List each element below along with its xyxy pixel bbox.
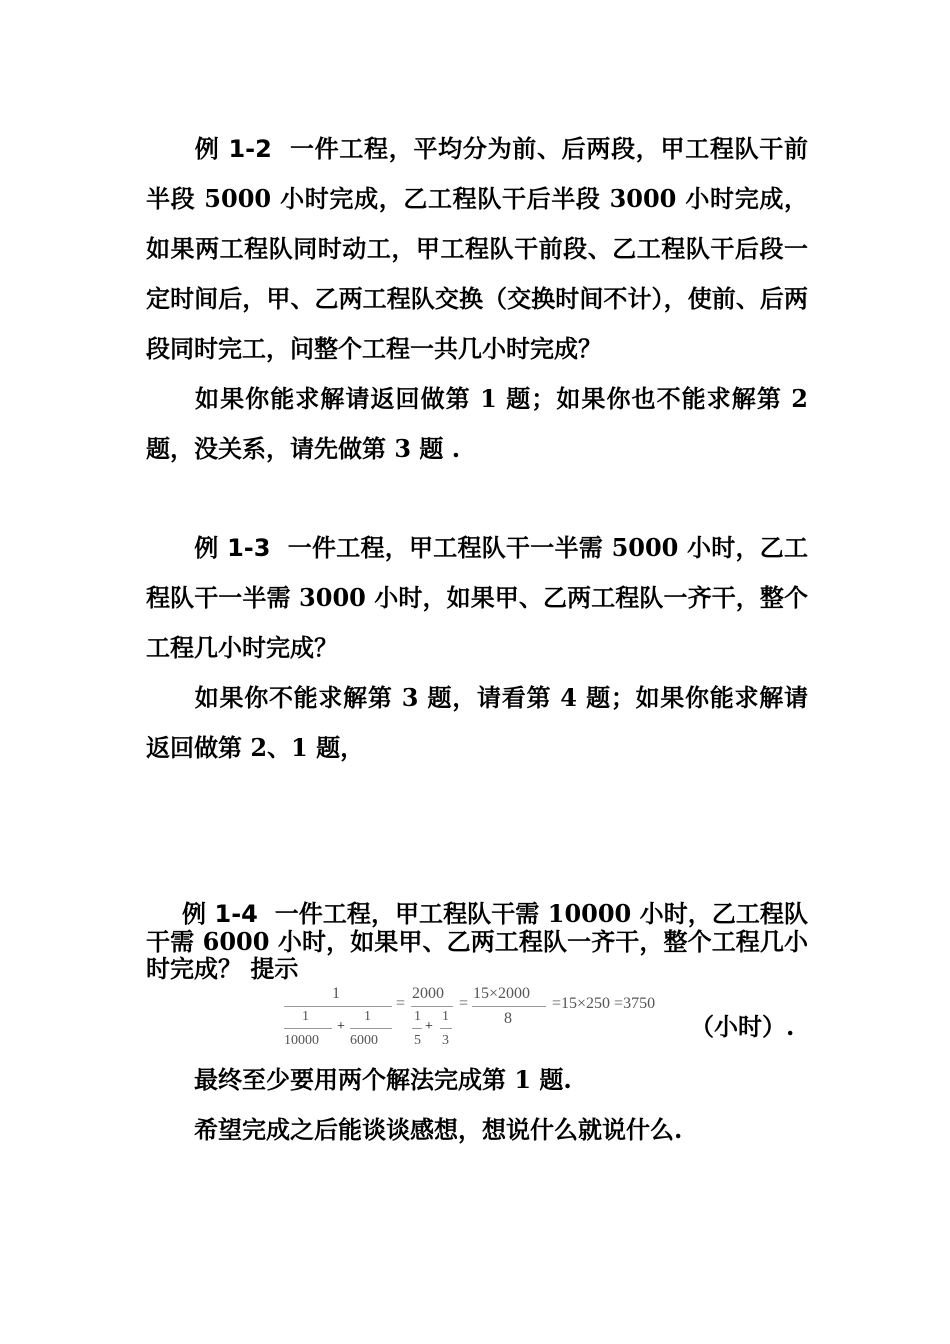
example-1-2 bbox=[146, 124, 808, 374]
example-1-3-hint bbox=[146, 673, 808, 773]
formula-denominator-3: 8 bbox=[504, 1010, 512, 1027]
example-1-3-hint-text: 如果你不能求解第 3 题，请看第 4 题；如果你能求解请返回做第 2、1 题， bbox=[146, 683, 808, 762]
formula-numerator-3: 15×2000 bbox=[473, 985, 531, 1002]
formula-unit: （小时）. bbox=[690, 1012, 795, 1041]
formula-fraction-line bbox=[284, 1028, 332, 1029]
formula-sub-num-1: 1 bbox=[302, 1009, 309, 1024]
formula-sub-den-1: 10000 bbox=[284, 1033, 319, 1048]
formula-sub-num-3: 1 bbox=[414, 1009, 421, 1024]
formula-plus-2: + bbox=[425, 1019, 433, 1034]
formula-equals-1: = bbox=[396, 995, 406, 1012]
formula-fraction-line bbox=[440, 1028, 452, 1029]
closing-line-1-text: 最终至少要用两个解法完成第 1 题. bbox=[194, 1065, 572, 1094]
formula-sub-den-3: 5 bbox=[414, 1033, 421, 1048]
example-1-3-label: 例 1-3 bbox=[194, 534, 271, 562]
example-1-4-label: 例 1-4 bbox=[182, 900, 258, 928]
formula-sub-num-4: 1 bbox=[442, 1009, 449, 1024]
closing-line-2-text: 希望完成之后能谈谈感想，想说什么就说什么. bbox=[194, 1115, 683, 1144]
formula-result: =15×250 =3750 bbox=[552, 995, 656, 1012]
formula-fraction-line bbox=[472, 1006, 546, 1007]
example-1-4 bbox=[146, 900, 808, 982]
formula-equals-2: = bbox=[459, 995, 469, 1012]
formula-plus-1: + bbox=[337, 1019, 345, 1034]
formula-sub-num-2: 1 bbox=[364, 1009, 371, 1024]
example-1-2-hint bbox=[146, 374, 808, 474]
example-1-2-text: 一件工程，平均分为前、后两段，甲工程队干前半段 5000 小时完成，乙工程队干后半段 3000 小时完成，如果两工程队同时动工，甲工程队干前段、乙工程队干后段一定时间后，甲、乙两工程队交换（交换时间不计），使前、后两段同时完工，问整个工程一共几小时完成？ bbox=[146, 134, 809, 363]
example-1-4-text: 一件工程，甲工程队干需 10000 小时，乙工程队干需 6000 小时，如果甲、乙两工程队一齐干，整个工程几小时完成？ 提示 bbox=[146, 899, 808, 983]
example-1-2-label: 例 1-2 bbox=[194, 135, 272, 163]
formula-fraction-line bbox=[284, 1006, 392, 1007]
formula-sub-den-4: 3 bbox=[442, 1033, 449, 1048]
formula-numerator-2: 2000 bbox=[412, 985, 444, 1002]
formula-fraction-line bbox=[412, 1028, 422, 1029]
formula-fraction-line bbox=[350, 1028, 392, 1029]
example-1-3-text: 一件工程，甲工程队干一半需 5000 小时，乙工程队干一半需 3000 小时，如果甲、乙两工程队一齐干，整个工程几小时完成？ bbox=[146, 533, 808, 662]
example-1-2-hint-text: 如果你能求解请返回做第 1 题；如果你也不能求解第 2 题，没关系，请先做第 3 题 . bbox=[146, 384, 808, 463]
formula-numerator-1: 1 bbox=[332, 985, 340, 1002]
example-1-3 bbox=[146, 523, 808, 673]
closing-line-2 bbox=[146, 1105, 808, 1155]
formula-sub-den-2: 6000 bbox=[350, 1033, 378, 1048]
closing-line-1 bbox=[146, 1055, 808, 1105]
hint-formula bbox=[282, 985, 802, 1055]
formula-fraction-line bbox=[411, 1006, 453, 1007]
